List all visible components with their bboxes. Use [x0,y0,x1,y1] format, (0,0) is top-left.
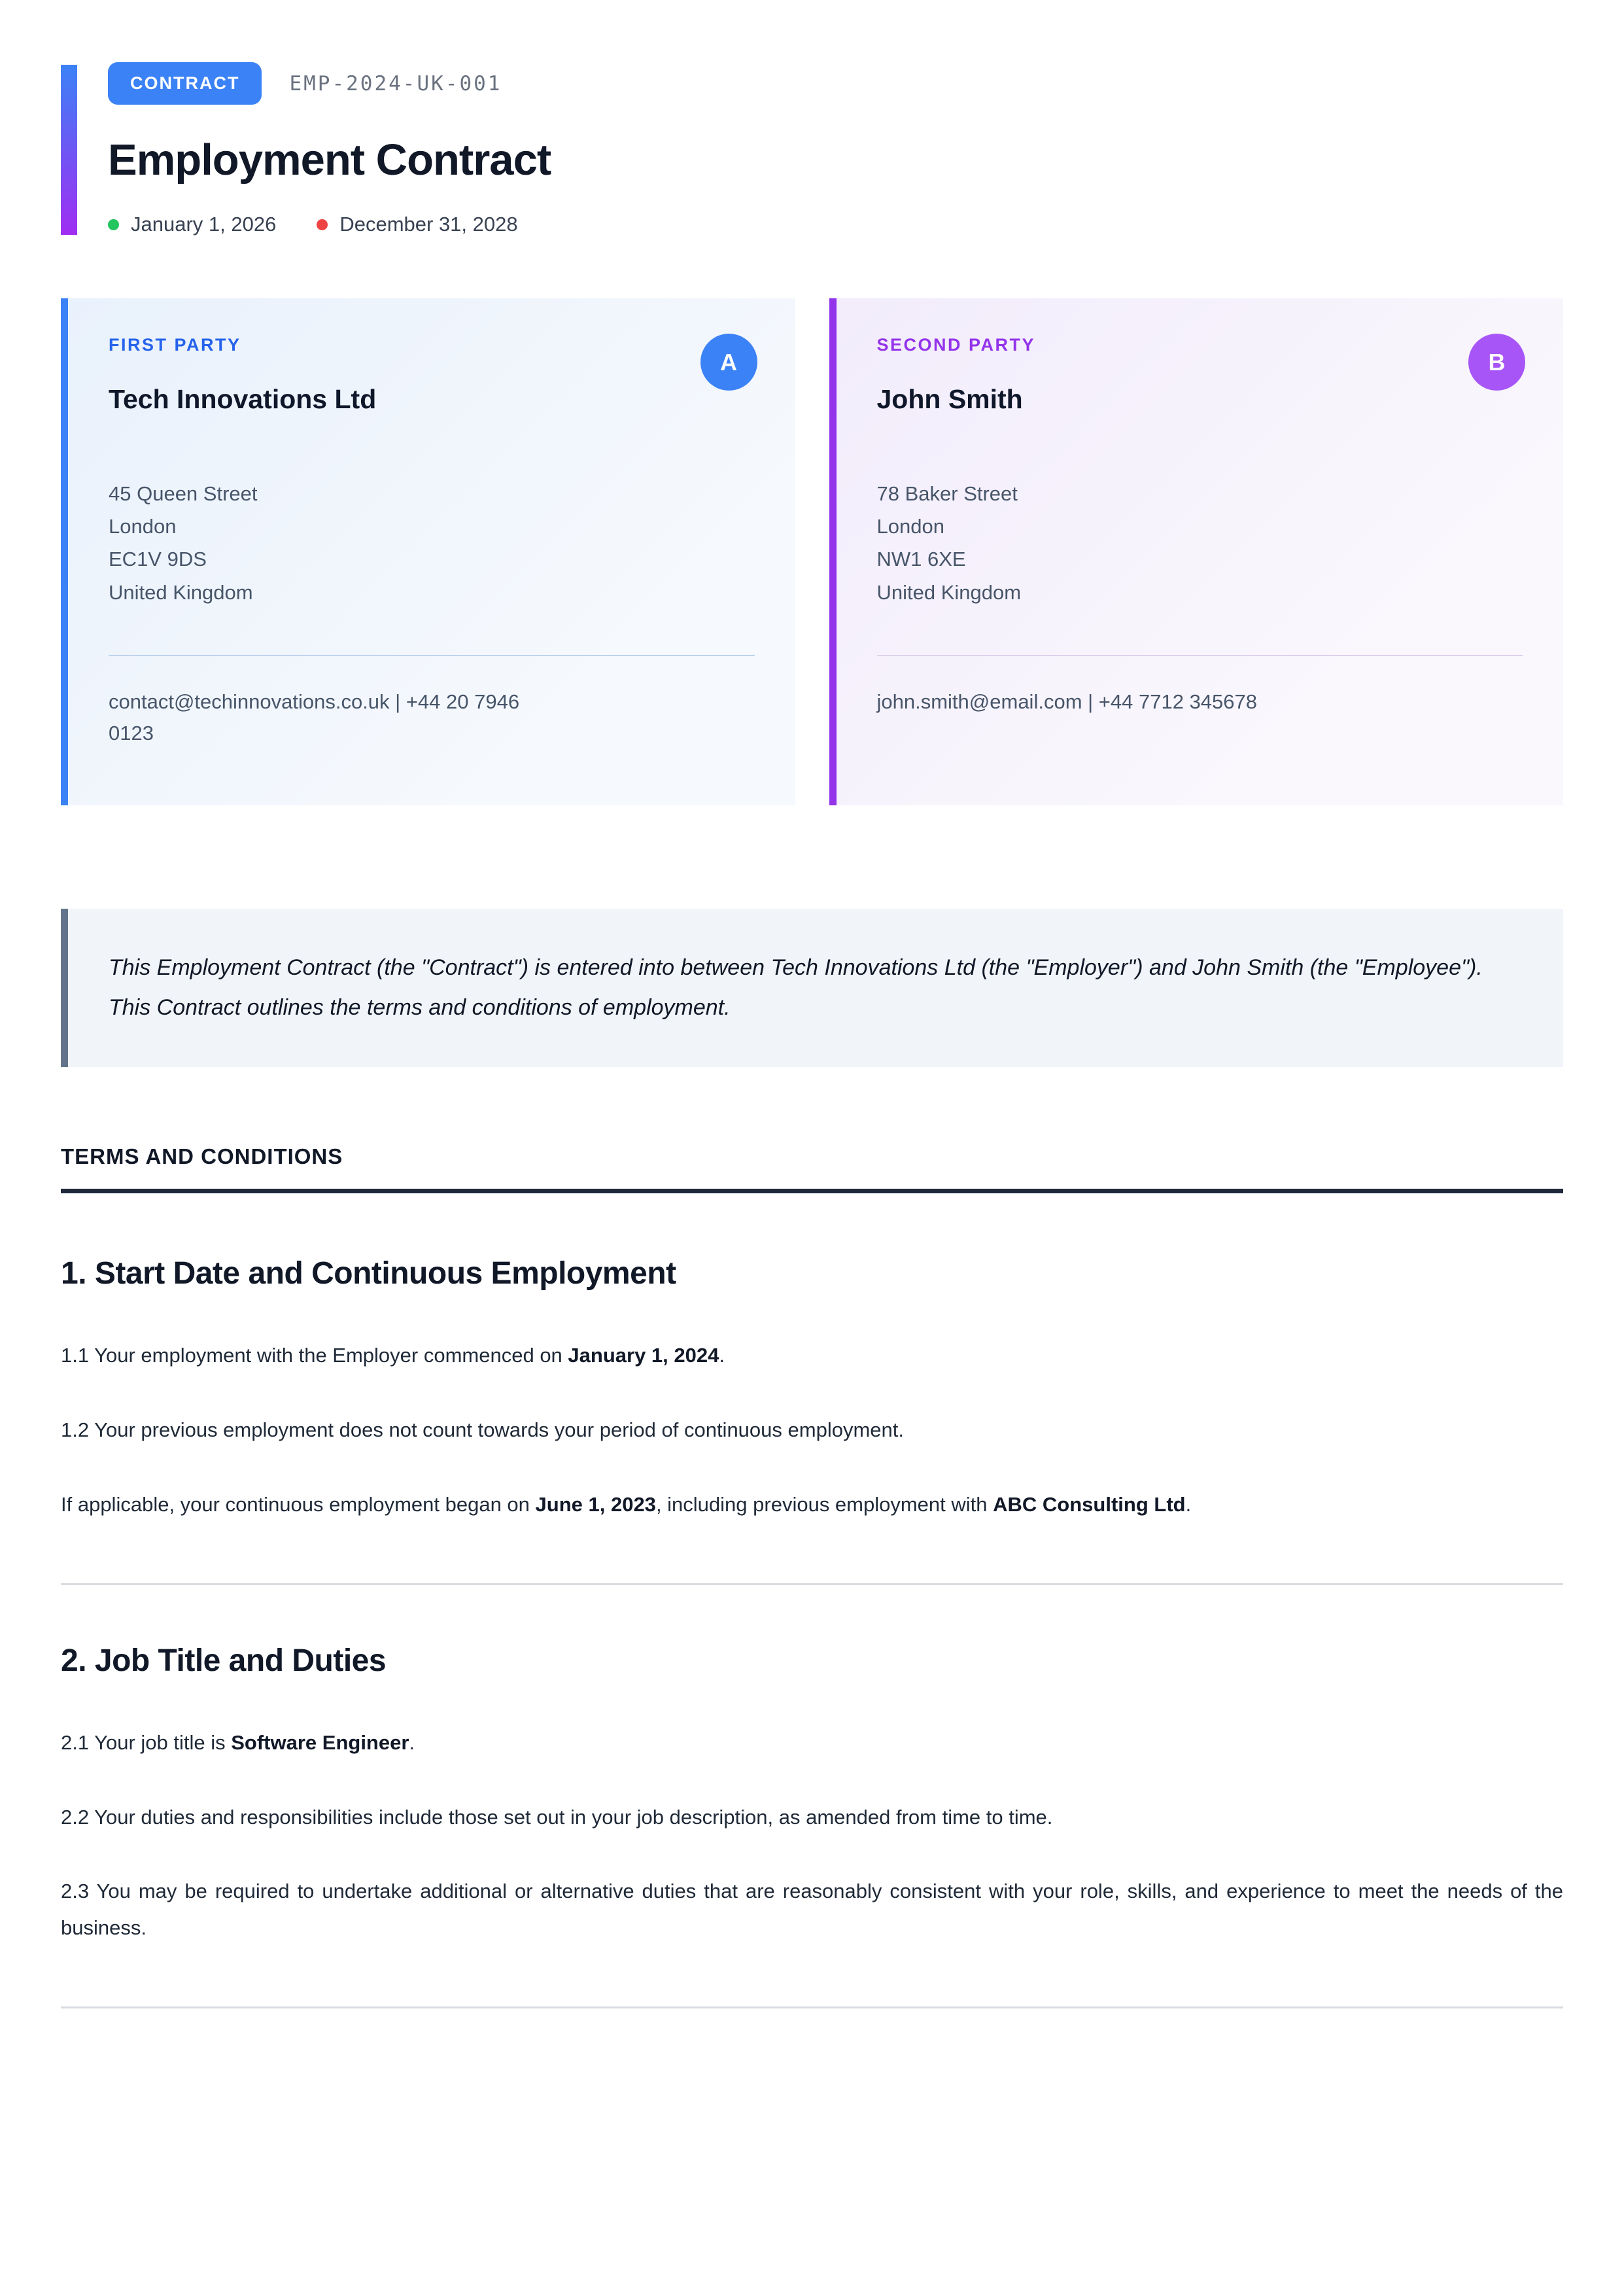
term-section [61,1255,1563,1585]
term-paragraph [61,1873,1563,1946]
text-run: 2.2 Your duties and responsibilities include those set out in your job description, as amended from time to time. [61,1805,1053,1829]
first-party-name: Tech Innovations Ltd [109,384,377,414]
term-paragraph [61,1725,1563,1761]
document-header [61,62,1563,236]
text-run: If applicable, your continuous employment began on [61,1492,536,1516]
card-divider [109,655,755,656]
first-party-address [109,478,755,609]
term-paragraph [61,1337,1563,1374]
address-line: London [109,515,177,538]
text-run: 2.1 Your job title is [61,1730,232,1754]
second-party-address [877,478,1523,609]
terms-and-conditions-heading: TERMS AND CONDITIONS [61,1144,343,1169]
terms-heading-rule [61,1189,1563,1193]
first-party-label: FIRST PARTY [109,335,241,355]
terms-sections [61,1255,1563,2008]
first-party-contact: contact@techinnovations.co.uk | +44 20 7946 0123 [109,690,520,745]
second-party-card [829,298,1564,805]
address-line: London [876,515,944,538]
second-party-contact: john.smith@email.com | +44 7712 345678 [876,690,1258,713]
end-date-item [317,213,517,236]
bold-text: ABC Consulting Ltd [993,1492,1186,1516]
term-paragraph [61,1486,1563,1523]
address-line: EC1V 9DS [109,548,207,571]
parties-section [61,298,1563,805]
document-number: EMP-2024-UK-001 [289,71,502,96]
text-run: 1.2 Your previous employment does not count towards your period of continuous employment. [61,1418,904,1442]
start-date-dot-icon [108,219,119,230]
address-line: NW1 6XE [876,548,966,571]
end-date-dot-icon [317,219,328,230]
intro-blockquote: This Employment Contract (the "Contract") is entered into between Tech Innovations Ltd (the "Employer") and John Smith (the "Employee"). This Contract outlines the terms and conditions of employment. [61,909,1563,1067]
section-divider [61,2006,1563,2008]
text-run: 1.1 Your employment with the Employer commenced on [61,1344,568,1367]
section-heading: 2. Job Title and Duties [61,1643,387,1678]
text-run: . [409,1730,415,1754]
bold-text: June 1, 2023 [535,1492,656,1516]
address-line: United Kingdom [109,580,253,604]
start-date: January 1, 2026 [131,213,277,236]
text-run: 2.3 You may be required to undertake additional or alternative duties that are reasonably consistent with your role, skills, and experience to meet the needs of the business. [61,1880,1563,1940]
term-paragraph [61,1799,1563,1836]
address-line: 45 Queen Street [109,482,258,505]
badge-row [108,62,1563,105]
text-run: , including previous employment with [655,1492,993,1516]
contract-type-badge: CONTRACT [108,62,262,105]
bold-text: Software Engineer [231,1730,409,1754]
card-divider [877,655,1523,656]
section-heading: 1. Start Date and Continuous Employment [61,1256,676,1291]
second-party-name: John Smith [876,384,1023,414]
term-section [61,1643,1563,2008]
text-run: . [719,1344,725,1367]
end-date: December 31, 2028 [339,213,518,236]
contract-dates [108,213,1563,236]
party-b-badge: B [1468,334,1525,391]
term-paragraph [61,1412,1563,1448]
address-line: United Kingdom [876,580,1022,604]
first-party-card [61,298,795,805]
address-line: 78 Baker Street [876,482,1018,505]
bold-text: January 1, 2024 [568,1344,719,1367]
page-title: Employment Contract [108,135,551,184]
section-divider [61,1583,1563,1585]
second-party-label: SECOND PARTY [876,335,1036,355]
gradient-accent-bar [61,65,77,235]
party-a-badge: A [700,334,757,391]
start-date-item [108,213,276,236]
text-run: . [1185,1492,1192,1516]
